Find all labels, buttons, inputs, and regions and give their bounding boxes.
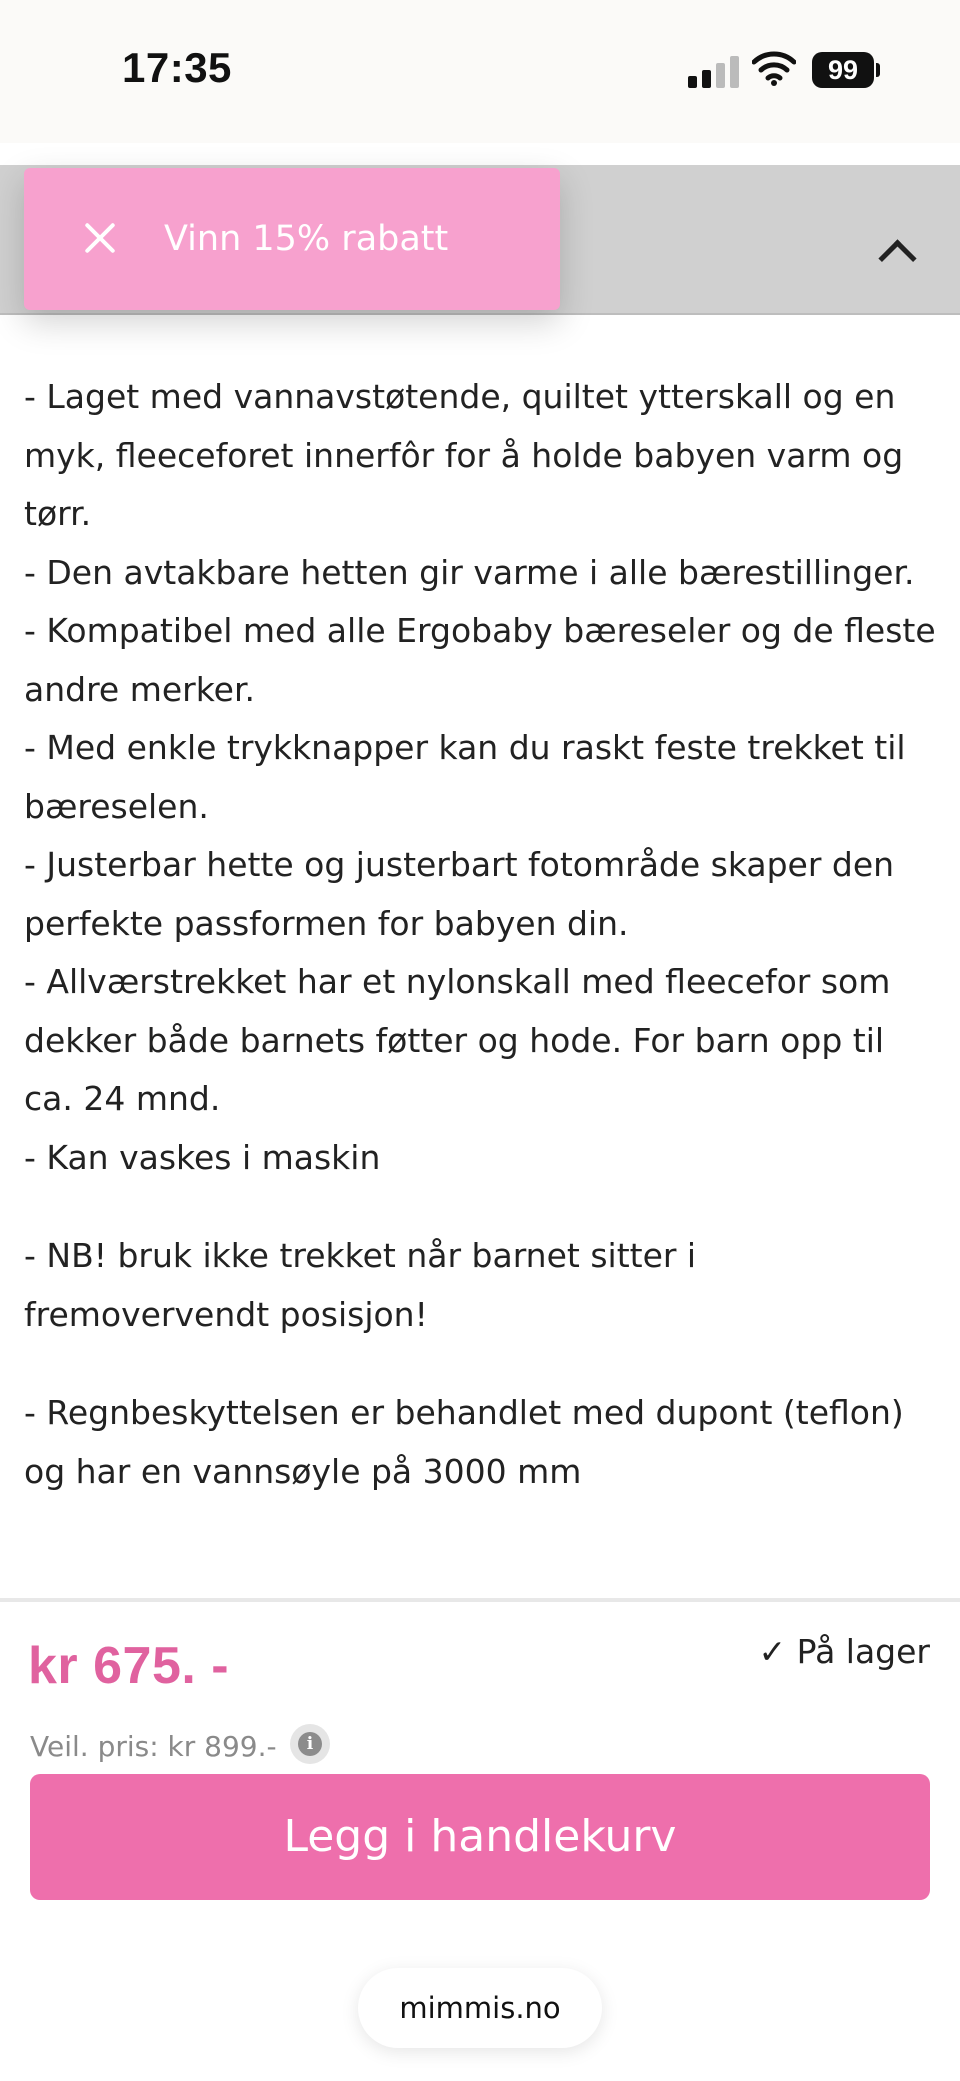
browser-url-bar[interactable]: mimmis.no [358, 1968, 602, 2048]
battery-icon: 99 [812, 52, 874, 88]
description-rain: - Regnbeskyttelsen er behandlet med dupont (teflon) og har en vannsøyle på 3000 mm [24, 1393, 904, 1491]
description-line: - Allværstrekket har et nylonskall med fleecefor som dekker både barnets føtter og hode. For barn opp til ca. 24 mnd. [24, 962, 891, 1118]
battery-tip [876, 63, 880, 77]
description-line: - Kan vaskes i maskin [24, 1137, 381, 1177]
close-icon[interactable] [78, 216, 122, 260]
cellular-signal-icon [688, 56, 740, 88]
discount-promo-banner[interactable] [24, 168, 560, 310]
info-icon[interactable] [290, 1724, 330, 1764]
status-time: 17:35 [122, 44, 232, 91]
promo-text: Vinn 15% rabatt [164, 219, 449, 259]
product-price: kr 675. - [28, 1637, 230, 1695]
divider [0, 1598, 960, 1602]
description-line: - Den avtakbare hetten gir varme i alle bærestillinger. [24, 552, 915, 592]
description-note: - NB! bruk ikke trekket når barnet sitter i fremovervendt posisjon! [24, 1236, 697, 1334]
description-line: - Kompatibel med alle Ergobaby bæreseler og de fleste andre merker. [24, 611, 936, 709]
product-description [24, 368, 936, 1501]
info-icon-glyph: i [298, 1732, 322, 1756]
description-line: - Justerbar hette og justerbart fotområde skaper den perfekte passformen for babyen din. [24, 845, 895, 943]
add-to-cart-button[interactable]: Legg i handlekurv [30, 1774, 930, 1900]
wifi-icon [752, 50, 796, 86]
stock-status: ✓ På lager [758, 1632, 930, 1671]
description-line: - Laget med vannavstøtende, quiltet ytterskall og en myk, fleeceforet innerfôr for å holde babyen varm og tørr. [24, 377, 904, 533]
recommended-price: Veil. pris: kr 899.- [30, 1730, 277, 1763]
status-bar [0, 0, 960, 143]
description-line: - Med enkle trykknapper kan du raskt feste trekket til bæreselen. [24, 728, 906, 826]
